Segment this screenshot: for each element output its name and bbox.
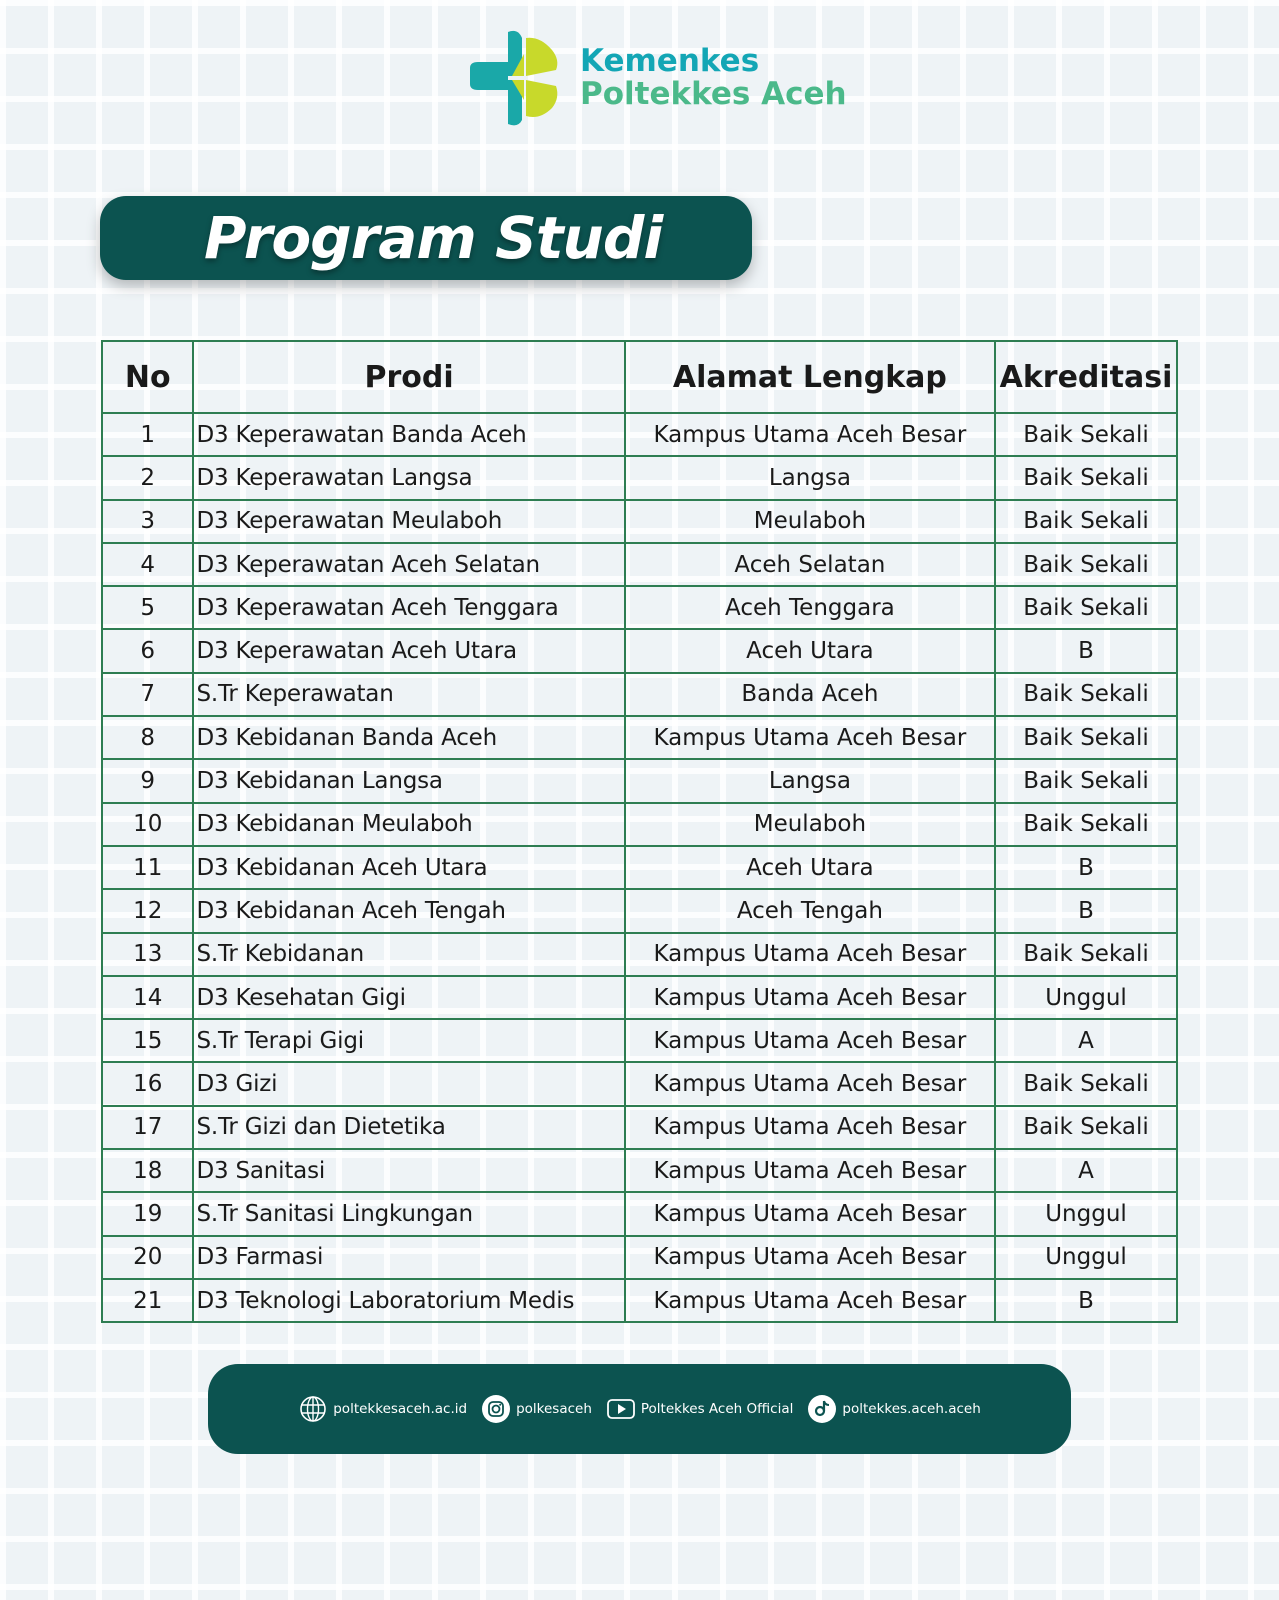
cell-alamat: Langsa [625,759,995,802]
table-header-row [102,341,1177,413]
youtube-label: Poltekkes Aceh Official [640,1401,794,1417]
table-row [102,933,1177,976]
cell-alamat: Aceh Utara [625,846,995,889]
kemenkes-logo [470,28,847,128]
cell-akreditasi: Baik Sekali [995,543,1177,586]
cell-akreditasi: Baik Sekali [995,413,1177,456]
cell-alamat: Kampus Utama Aceh Besar [625,1019,995,1062]
cell-alamat: Kampus Utama Aceh Besar [625,1149,995,1192]
table-row [102,673,1177,716]
cell-akreditasi: Baik Sekali [995,1106,1177,1149]
cell-prodi: D3 Sanitasi [193,1149,624,1192]
table-row [102,629,1177,672]
globe-icon [298,1394,328,1424]
cell-prodi: D3 Teknologi Laboratorium Medis [193,1279,624,1322]
table-row [102,413,1177,456]
cell-no: 9 [102,759,193,802]
cell-no: 1 [102,413,193,456]
cell-akreditasi: Baik Sekali [995,933,1177,976]
youtube-icon [606,1394,636,1424]
tiktok-icon [807,1394,837,1424]
cell-alamat: Aceh Tengah [625,889,995,932]
cell-alamat: Aceh Utara [625,629,995,672]
table-row [102,1279,1177,1322]
cell-no: 15 [102,1019,193,1062]
cell-akreditasi: B [995,629,1177,672]
cell-alamat: Aceh Tenggara [625,586,995,629]
cell-alamat: Langsa [625,456,995,499]
cell-no: 20 [102,1236,193,1279]
cell-prodi: S.Tr Gizi dan Dietetika [193,1106,624,1149]
header-no: No [102,341,193,413]
cell-prodi: D3 Keperawatan Aceh Tenggara [193,586,624,629]
cell-no: 8 [102,716,193,759]
cell-no: 14 [102,976,193,1019]
table-body [102,413,1177,1322]
cell-alamat: Kampus Utama Aceh Besar [625,1106,995,1149]
cell-akreditasi: Baik Sekali [995,716,1177,759]
cell-no: 3 [102,500,193,543]
table-row [102,1019,1177,1062]
table-row [102,759,1177,802]
cell-prodi: D3 Gizi [193,1062,624,1105]
header-alamat: Alamat Lengkap [625,341,995,413]
cell-prodi: D3 Keperawatan Aceh Selatan [193,543,624,586]
cell-alamat: Kampus Utama Aceh Besar [625,1236,995,1279]
page-title: Program Studi [204,204,663,272]
cell-no: 12 [102,889,193,932]
cell-akreditasi: A [995,1149,1177,1192]
footer-youtube[interactable] [606,1394,794,1424]
cell-prodi: D3 Keperawatan Langsa [193,456,624,499]
cell-prodi: S.Tr Keperawatan [193,673,624,716]
cell-prodi: S.Tr Terapi Gigi [193,1019,624,1062]
footer-social-bar [208,1364,1071,1454]
cell-no: 16 [102,1062,193,1105]
cell-prodi: D3 Keperawatan Meulaboh [193,500,624,543]
footer-tiktok[interactable] [807,1394,980,1424]
footer-instagram[interactable] [481,1394,592,1424]
logo-line-poltekkes: Poltekkes Aceh [580,76,847,112]
table-row [102,500,1177,543]
table-row [102,889,1177,932]
cell-akreditasi: Baik Sekali [995,1062,1177,1105]
cell-akreditasi: Unggul [995,976,1177,1019]
table-row [102,586,1177,629]
cell-prodi: D3 Kebidanan Banda Aceh [193,716,624,759]
table-row [102,1062,1177,1105]
header-prodi: Prodi [193,341,624,413]
cell-prodi: D3 Kebidanan Langsa [193,759,624,802]
cell-prodi: D3 Keperawatan Banda Aceh [193,413,624,456]
cell-no: 5 [102,586,193,629]
table-row [102,456,1177,499]
cell-prodi: S.Tr Sanitasi Lingkungan [193,1192,624,1235]
table-row [102,846,1177,889]
cell-alamat: Meulaboh [625,803,995,846]
cell-alamat: Meulaboh [625,500,995,543]
cell-akreditasi: Baik Sekali [995,803,1177,846]
cell-alamat: Kampus Utama Aceh Besar [625,413,995,456]
cell-akreditasi: Unggul [995,1236,1177,1279]
cell-prodi: D3 Kebidanan Aceh Utara [193,846,624,889]
footer-website[interactable] [298,1394,467,1424]
cell-alamat: Kampus Utama Aceh Besar [625,1062,995,1105]
cell-alamat: Banda Aceh [625,673,995,716]
table-row [102,1192,1177,1235]
cell-alamat: Aceh Selatan [625,543,995,586]
kemenkes-logo-icon [470,28,566,128]
cell-no: 17 [102,1106,193,1149]
header-akreditasi: Akreditasi [995,341,1177,413]
cell-no: 2 [102,456,193,499]
program-studi-table [101,340,1178,1323]
cell-no: 21 [102,1279,193,1322]
cell-no: 10 [102,803,193,846]
cell-prodi: D3 Farmasi [193,1236,624,1279]
cell-prodi: S.Tr Kebidanan [193,933,624,976]
cell-prodi: D3 Kesehatan Gigi [193,976,624,1019]
table-row [102,1106,1177,1149]
cell-akreditasi: B [995,1279,1177,1322]
cell-no: 6 [102,629,193,672]
cell-akreditasi: A [995,1019,1177,1062]
cell-alamat: Kampus Utama Aceh Besar [625,976,995,1019]
cell-akreditasi: B [995,846,1177,889]
cell-no: 7 [102,673,193,716]
title-banner [100,196,752,280]
cell-akreditasi: Baik Sekali [995,500,1177,543]
cell-akreditasi: Baik Sekali [995,586,1177,629]
cell-alamat: Kampus Utama Aceh Besar [625,716,995,759]
cell-akreditasi: B [995,889,1177,932]
table-row [102,543,1177,586]
logo-line-kemenkes: Kemenkes [580,43,760,80]
instagram-label: polkesaceh [516,1401,592,1417]
cell-no: 11 [102,846,193,889]
cell-no: 18 [102,1149,193,1192]
table-row [102,1149,1177,1192]
cell-alamat: Kampus Utama Aceh Besar [625,1279,995,1322]
cell-akreditasi: Baik Sekali [995,456,1177,499]
cell-no: 4 [102,543,193,586]
table-row [102,976,1177,1019]
cell-no: 13 [102,933,193,976]
cell-prodi: D3 Keperawatan Aceh Utara [193,629,624,672]
instagram-icon [481,1394,511,1424]
cell-prodi: D3 Kebidanan Aceh Tengah [193,889,624,932]
cell-akreditasi: Baik Sekali [995,673,1177,716]
website-label: poltekkesaceh.ac.id [333,1401,468,1417]
cell-alamat: Kampus Utama Aceh Besar [625,933,995,976]
table-row [102,716,1177,759]
table-row [102,803,1177,846]
tiktok-label: poltekkes.aceh.aceh [842,1401,981,1417]
cell-prodi: D3 Kebidanan Meulaboh [193,803,624,846]
table-row [102,1236,1177,1279]
cell-no: 19 [102,1192,193,1235]
cell-akreditasi: Unggul [995,1192,1177,1235]
cell-alamat: Kampus Utama Aceh Besar [625,1192,995,1235]
cell-akreditasi: Baik Sekali [995,759,1177,802]
